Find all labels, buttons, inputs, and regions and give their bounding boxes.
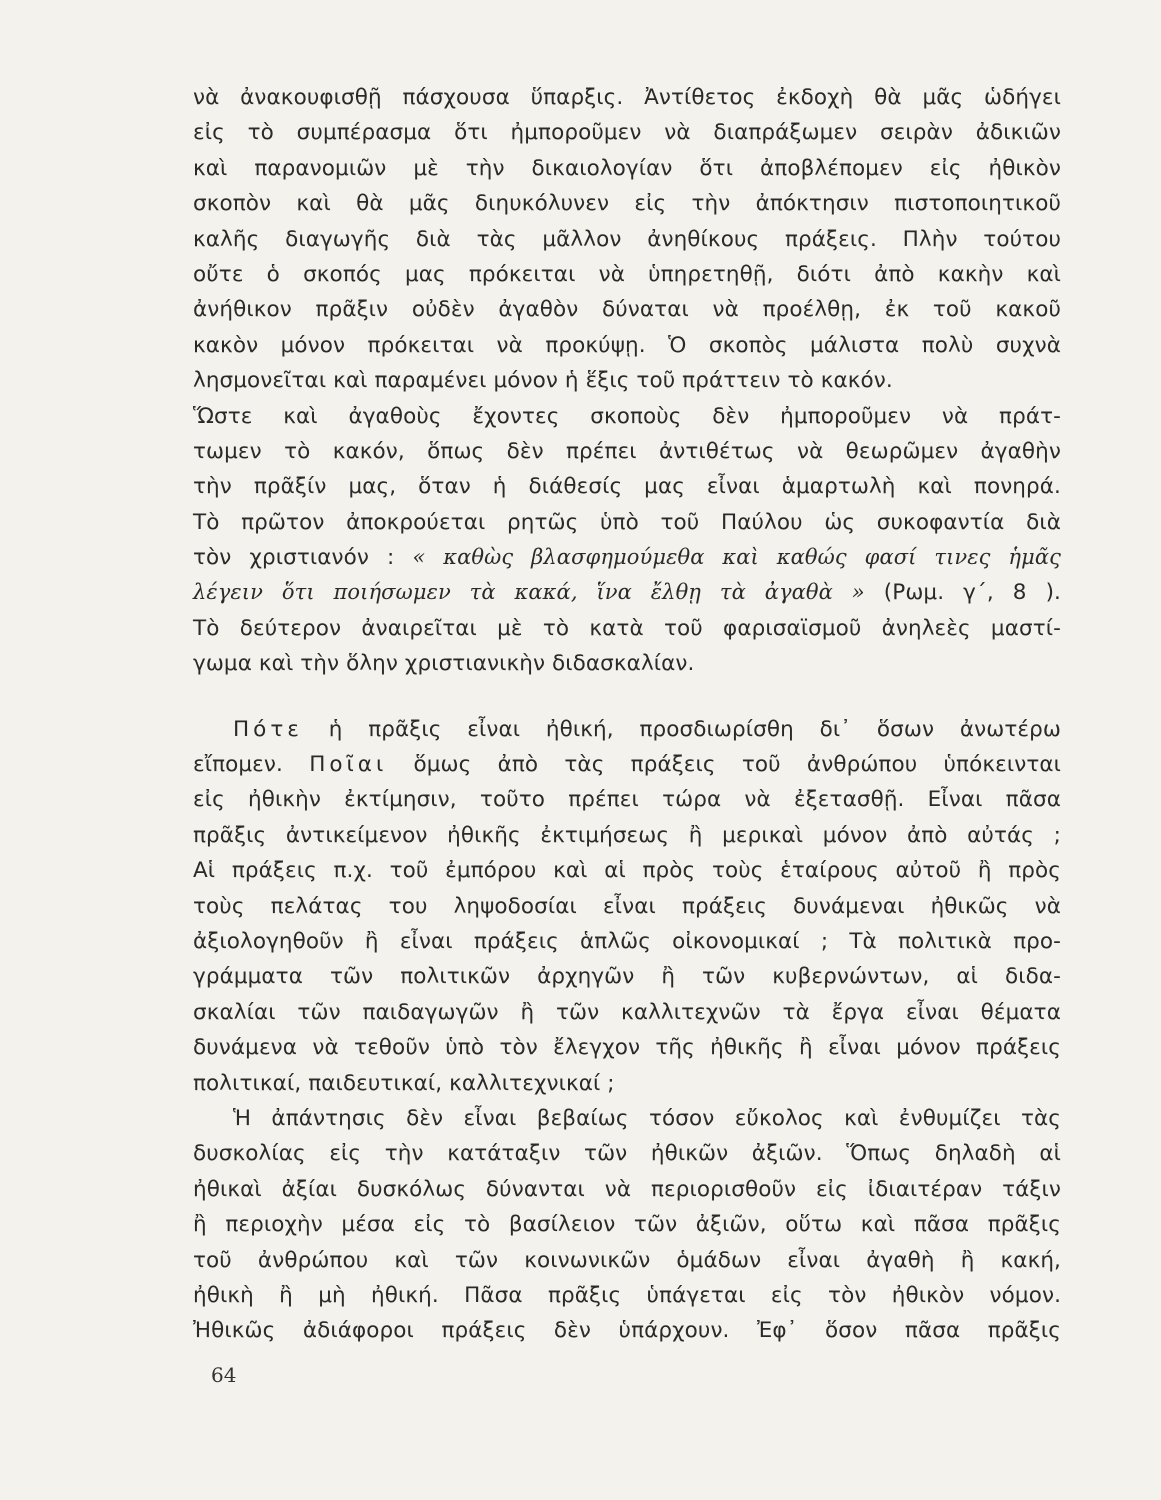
- text-line: Ἠθικῶς ἀδιάφοροι πράξεις δὲν ὑπάρχουν. Ἐφ᾽ ὅσον πᾶσα πρᾶξις: [193, 1318, 1061, 1344]
- paragraph-4: [193, 1101, 1061, 1349]
- text-line: σκοπὸν καὶ θὰ μᾶς διηυκόλυνεν εἰς τὴν ἀπόκτησιν πιστοποιητικοῦ: [193, 191, 1061, 217]
- quote-line: [193, 540, 1061, 575]
- text-line: καὶ παρανομιῶν μὲ τὴν δικαιολογίαν ὅτι ἀποβλέπομεν εἰς ἠθικὸν: [193, 155, 1061, 181]
- text-line: Τὸ δεύτερον ἀναιρεῖται μὲ τὸ κατὰ τοῦ φαρισαϊσμοῦ ἀνηλεὲς μαστί-: [193, 615, 1061, 641]
- text-line: δυσκολίας εἰς τὴν κατάταξιν τῶν ἠθικῶν ἀξιῶν. Ὅπως δηλαδὴ αἱ: [193, 1141, 1061, 1167]
- text-line: ἠθικὴ ἢ μὴ ἠθική. Πᾶσα πρᾶξις ὑπάγεται εἰς τὸν ἠθικὸν νόμον.: [193, 1282, 1061, 1308]
- emphasized-word: Πότε: [233, 716, 303, 742]
- text-line: εἰς τὸ συμπέρασμα ὅτι ἠμποροῦμεν νὰ διαπράξωμεν σειρὰν ἀδικιῶν: [193, 120, 1061, 146]
- text-line: τοῦ ἀνθρώπου καὶ τῶν κοινωνικῶν ὁμάδων εἶναι ἀγαθὴ ἢ κακή,: [193, 1247, 1061, 1273]
- text-line: οὔτε ὁ σκοπός μας πρόκειται νὰ ὑπηρετηθῇ, διότι ἀπὸ κακὴν καὶ: [193, 261, 1061, 287]
- text-line: εἰς ἠθικὴν ἐκτίμησιν, τοῦτο πρέπει τώρα νὰ ἐξετασθῇ. Εἶναι πᾶσα: [193, 787, 1061, 813]
- text-line: τωμεν τὸ κακόν, ὅπως δὲν πρέπει ἀντιθέτως νὰ θεωρῶμεν ἀγαθὴν: [193, 438, 1061, 464]
- text-line: τοὺς πελάτας του ληψοδοσίαι εἶναι πράξεις δυνάμεναι ἠθικῶς νὰ: [193, 893, 1061, 919]
- text-line: πρᾶξις ἀντικείμενον ἠθικῆς ἐκτιμήσεως ἢ μερικαὶ μόνον ἀπὸ αὐτάς ;: [193, 822, 1061, 848]
- quote-prefix: τὸν χριστιανόν :: [193, 545, 413, 571]
- text-line: [193, 712, 1061, 747]
- text-line: λησμονεῖται καὶ παραμένει μόνον ἡ ἕξις τοῦ πράττειν τὸ κακόν.: [193, 368, 893, 394]
- scripture-quote: « καθὼς βλασφημούμεθα καὶ καθώς φασί τινες ἡμᾶς: [412, 545, 1061, 570]
- paragraph-2: [193, 399, 1061, 682]
- text-line: ἠθικαὶ ἀξίαι δυσκόλως δύνανται νὰ περιορισθοῦν εἰς ἰδιαιτέραν τάξιν: [193, 1176, 1061, 1202]
- text-run: ἡ πρᾶξις εἶναι ἠθική, προσδιωρίσθη δι᾽ ὅσων ἀνωτέρω: [302, 716, 1061, 742]
- quote-line: [193, 575, 1061, 610]
- text-line: σκαλίαι τῶν παιδαγωγῶν ἢ τῶν καλλιτεχνῶν τὰ ἔργα εἶναι θέματα: [193, 999, 1061, 1025]
- text-line: Αἱ πράξεις π.χ. τοῦ ἐμπόρου καὶ αἱ πρὸς τοὺς ἑταίρους αὐτοῦ ἢ πρὸς: [193, 858, 1061, 884]
- text-line: δυνάμενα νὰ τεθοῦν ὑπὸ τὸν ἔλεγχον τῆς ἠθικῆς ἢ εἶναι μόνον πράξεις: [193, 1035, 1061, 1061]
- text-line: ἢ περιοχὴν μέσα εἰς τὸ βασίλειον τῶν ἀξιῶν, οὕτω καὶ πᾶσα πρᾶξις: [193, 1212, 1061, 1238]
- text-line: γωμα καὶ τὴν ὅλην χριστιανικὴν διδασκαλίαν.: [193, 651, 695, 677]
- page-number: 64: [211, 1363, 237, 1387]
- text-run: ὅμως ἀπὸ τὰς πράξεις τοῦ ἀνθρώπου ὑπόκεινται: [387, 752, 1062, 778]
- paragraph-3: [193, 712, 1061, 1101]
- text-line: τὴν πρᾶξίν μας, ὅταν ἡ διάθεσίς μας εἶναι ἁμαρτωλὴ καὶ πονηρά.: [193, 474, 1061, 500]
- text-line: Ἡ ἀπάντησις δὲν εἶναι βεβαίως τόσον εὔκολος καὶ ἐνθυμίζει τὰς: [233, 1105, 1061, 1131]
- text-line: [193, 747, 1061, 782]
- text-line: κακὸν μόνον πρόκειται νὰ προκύψῃ. Ὁ σκοπὸς μάλιστα πολὺ συχνὰ: [193, 332, 1061, 358]
- text-line: ἀνήθικον πρᾶξιν οὐδὲν ἀγαθὸν δύναται νὰ προέλθῃ, ἐκ τοῦ κακοῦ: [193, 297, 1061, 323]
- emphasized-word: Ποῖαι: [309, 752, 388, 778]
- paragraph-gap: [193, 682, 1061, 712]
- text-line: νὰ ἀνακουφισθῇ πάσχουσα ὕπαρξις. Ἀντίθετος ἐκδοχὴ θὰ μᾶς ὡδήγει: [193, 85, 1061, 110]
- text-line: καλῆς διαγωγῆς διὰ τὰς μᾶλλον ἀνηθίκους πράξεις. Πλὴν τούτου: [193, 226, 1061, 252]
- text-line: γράμματα τῶν πολιτικῶν ἀρχηγῶν ἢ τῶν κυβερνώντων, αἱ διδα-: [193, 964, 1061, 990]
- text-line: πολιτικαί, παιδευτικαί, καλλιτεχνικαί ;: [193, 1070, 615, 1096]
- text-line: Ὥστε καὶ ἀγαθοὺς ἔχοντες σκοποὺς δὲν ἠμποροῦμεν νὰ πράτ-: [193, 403, 1061, 429]
- page-body: [193, 80, 1061, 1349]
- paragraph-1: [193, 80, 1061, 399]
- text-line: ἀξιολογηθοῦν ἢ εἶναι πράξεις ἁπλῶς οἰκονομικαί ; Τὰ πολιτικὰ προ-: [193, 928, 1061, 954]
- text-line: Τὸ πρῶτον ἀποκρούεται ρητῶς ὑπὸ τοῦ Παύλου ὡς συκοφαντία διὰ: [193, 509, 1061, 535]
- scripture-reference: (Ρωμ. γ΄, 8 ).: [864, 580, 1061, 606]
- text-run: εἴπομεν.: [193, 752, 310, 778]
- scripture-quote: λέγειν ὅτι ποιήσωμεν τὰ κακά, ἵνα ἔλθῃ τὰ ἀγαθὰ »: [193, 580, 865, 605]
